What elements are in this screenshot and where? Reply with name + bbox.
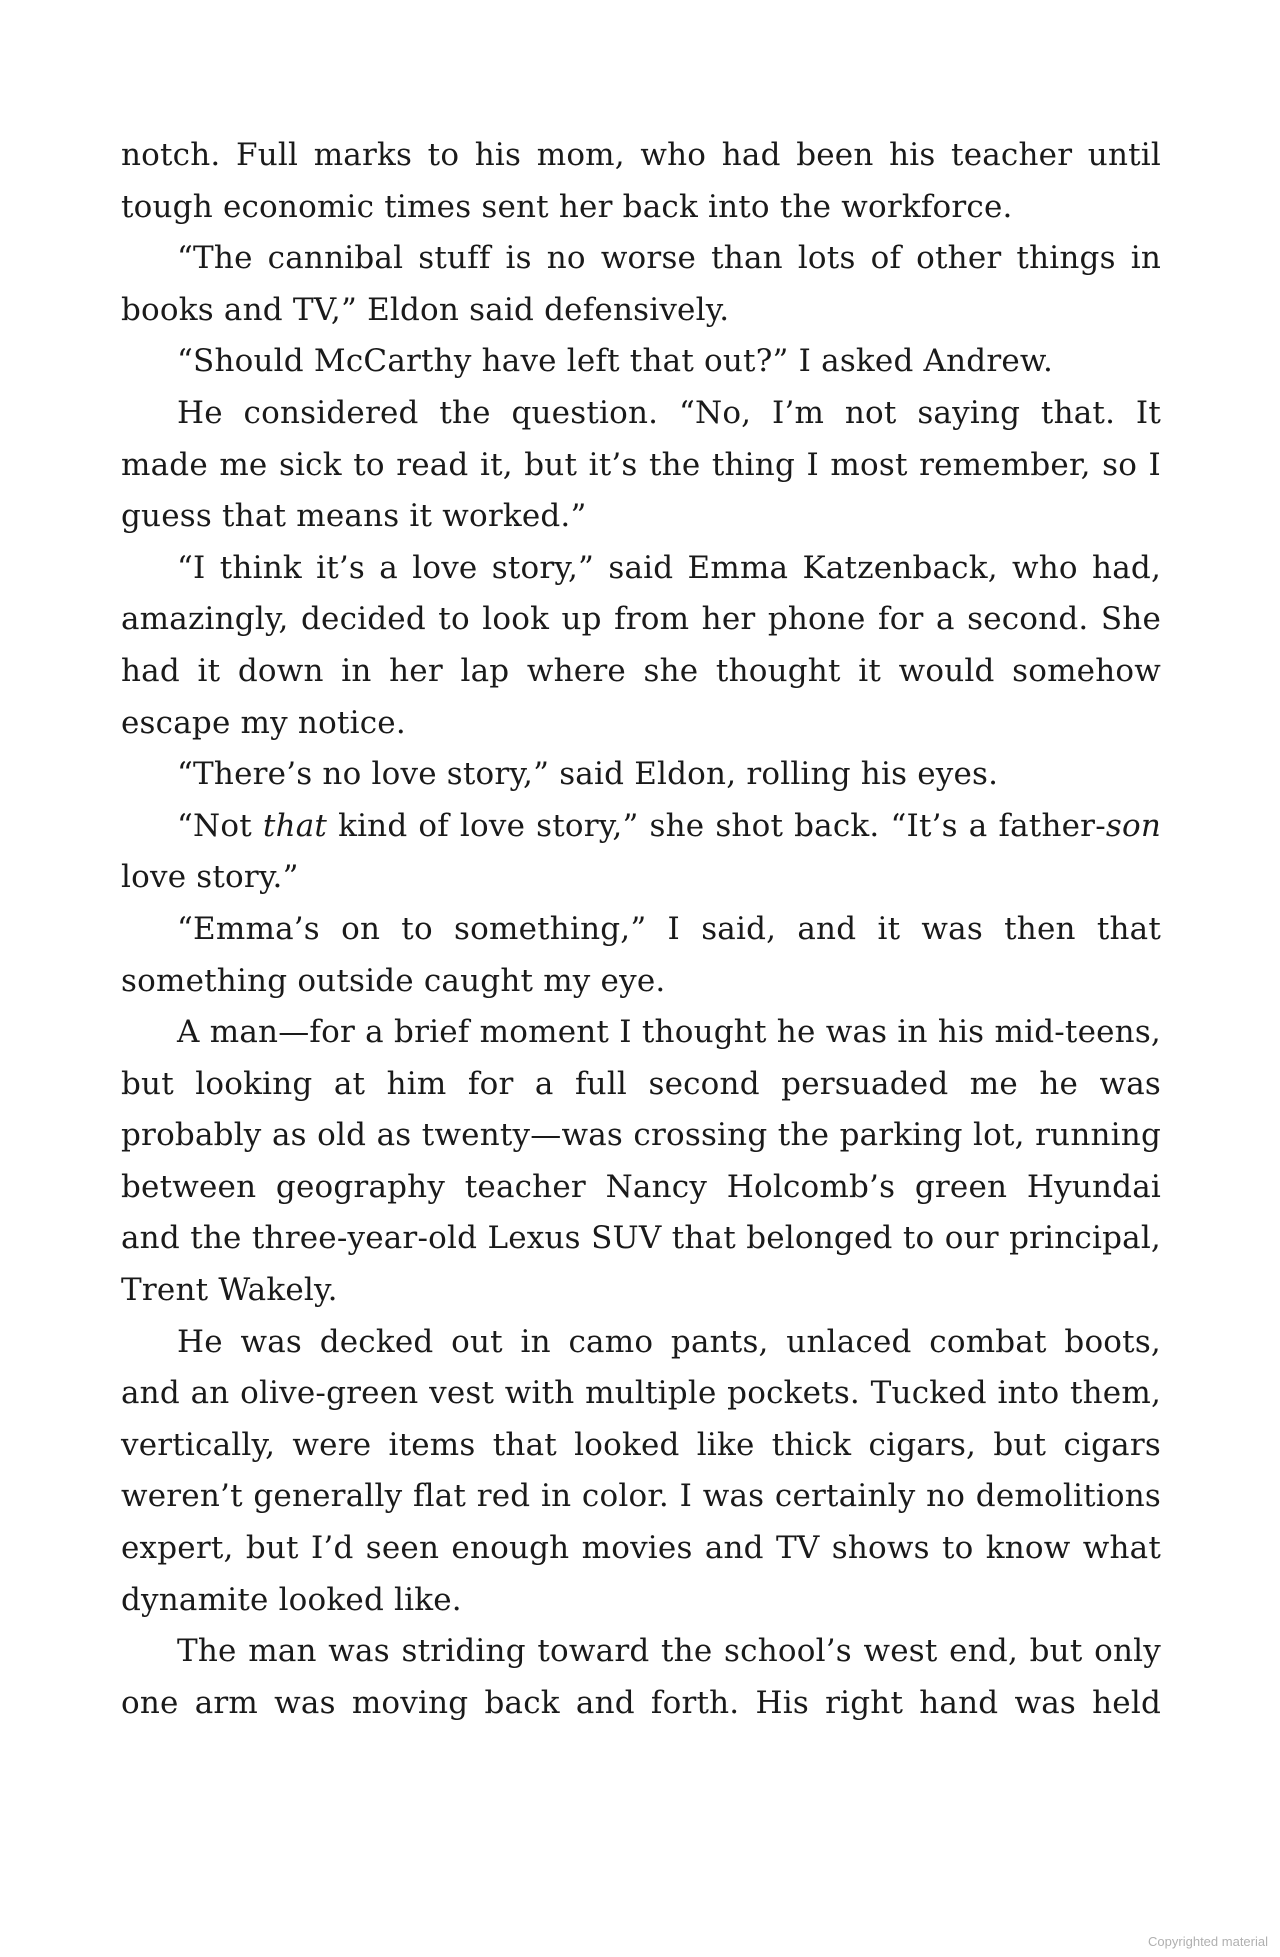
copyright-notice: Copyrighted material <box>1148 1934 1268 1949</box>
paragraph-10: He was decked out in camo pants, unlaced combat boots, and an olive-green vest with multiple pockets. Tucked into them, vertically, were items that looked like thick cigars, but cigars weren’t generally flat red in color. I was certainly no demolitions expert, but I’d seen enough movies and TV shows to know what dynamite looked like. <box>121 1323 1161 1618</box>
paragraph-7-part-c: love story.” <box>121 859 299 896</box>
paragraph-9: A man—for a brief moment I thought he was in his mid-teens, but looking at him for a full second persuaded me he was probably as old as twenty—was crossing the parking lot, running between geography teacher Nancy Holcomb’s green Hyundai and the three-year-old Lexus SUV that belonged to our principal, Trent Wakely. <box>121 1014 1161 1309</box>
paragraph-7 <box>121 801 1161 904</box>
paragraph-5: “I think it’s a love story,” said Emma Katzenback, who had, amazingly, decided to look up from her phone for a second. She had it down in her lap where she thought it would somehow escape my notice. <box>121 549 1161 741</box>
paragraph-7-part-b: kind of love story,” she shot back. “It’s a father- <box>327 807 1106 844</box>
paragraph-1: notch. Full marks to his mom, who had been his teacher until tough economic times sent her back into the workforce. <box>121 137 1161 225</box>
paragraph-7-part-a: “Not <box>177 807 263 844</box>
paragraph-7-emphasis-that: that <box>262 807 328 844</box>
paragraph-3: “Should McCarthy have left that out?” I asked Andrew. <box>177 343 1054 380</box>
paragraph-6: “There’s no love story,” said Eldon, rolling his eyes. <box>177 756 999 793</box>
paragraph-4: He considered the question. “No, I’m not saying that. It made me sick to read it, but it’s the thing I most remember, so I guess that means it worked.” <box>121 394 1161 535</box>
paragraph-8: “Emma’s on to something,” I said, and it was then that something outside caught my eye. <box>121 910 1161 999</box>
paragraph-2: “The cannibal stuff is no worse than lots of other things in books and TV,” Eldon said defensively. <box>121 240 1161 328</box>
paragraph-7-emphasis-son: son <box>1105 807 1162 844</box>
paragraph-11: The man was striding toward the school’s west end, but only one arm was moving back and forth. His right hand was held <box>121 1633 1161 1721</box>
book-page-text <box>121 130 1161 1729</box>
